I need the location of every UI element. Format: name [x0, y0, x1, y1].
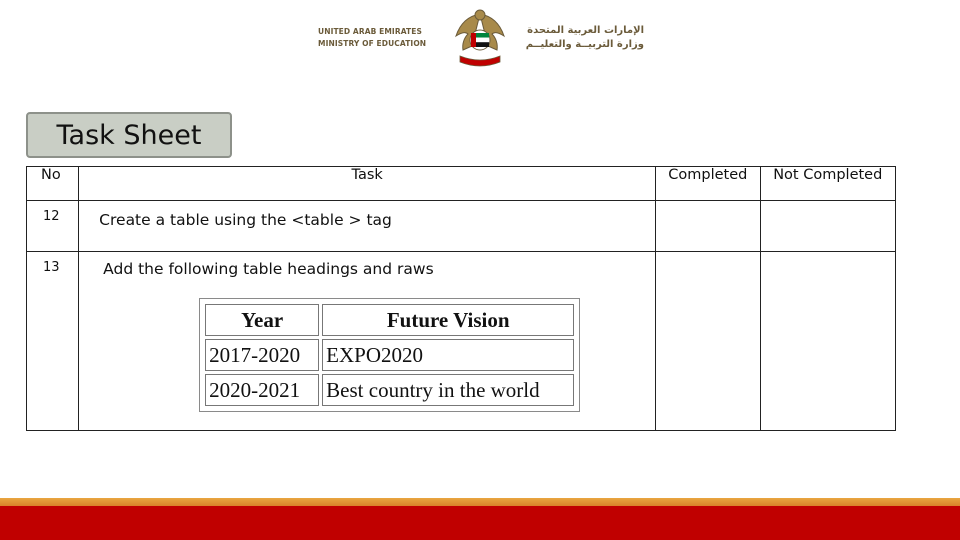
example-table: [202, 301, 577, 409]
ministry-logo: [318, 6, 644, 68]
example-cell: 2017-2020: [205, 339, 319, 371]
example-header-year: Year: [205, 304, 319, 336]
example-cell: Best country in the world: [322, 374, 574, 406]
example-cell: EXPO2020: [322, 339, 574, 371]
example-row: [205, 339, 574, 371]
header-no: No: [27, 167, 79, 201]
completed-cell[interactable]: [656, 201, 760, 252]
example-row: [205, 374, 574, 406]
row-task: Create a table using the <table > tag: [79, 201, 656, 252]
table-header-row: [27, 167, 896, 201]
footer-accent-bar: [0, 498, 960, 506]
not-completed-cell[interactable]: [760, 252, 895, 431]
not-completed-cell[interactable]: [760, 201, 895, 252]
footer-bar: [0, 506, 960, 540]
task-table: [26, 166, 896, 431]
logo-arabic-text: الإمارات العربية المتحدة وزارة التربيــة والتعليــم: [525, 25, 644, 50]
task-sheet-title: Task Sheet: [26, 112, 232, 158]
header-completed: Completed: [656, 167, 760, 201]
table-row: [27, 201, 896, 252]
row-task: [79, 252, 656, 431]
uae-falcon-emblem-icon: [450, 6, 510, 68]
example-header-row: [205, 304, 574, 336]
example-table-image: [199, 298, 580, 412]
table-row: [27, 252, 896, 431]
header-task: Task: [79, 167, 656, 201]
completed-cell[interactable]: [656, 252, 760, 431]
example-cell: 2020-2021: [205, 374, 319, 406]
header-not-completed: Not Completed: [760, 167, 895, 201]
row-task-text: Add the following table headings and raws: [103, 260, 434, 278]
example-header-vision: Future Vision: [322, 304, 574, 336]
logo-english-text: UNITED ARAB EMIRATES MINISTRY OF EDUCATION: [318, 27, 427, 48]
row-number: 13: [27, 252, 79, 431]
row-number: 12: [27, 201, 79, 252]
